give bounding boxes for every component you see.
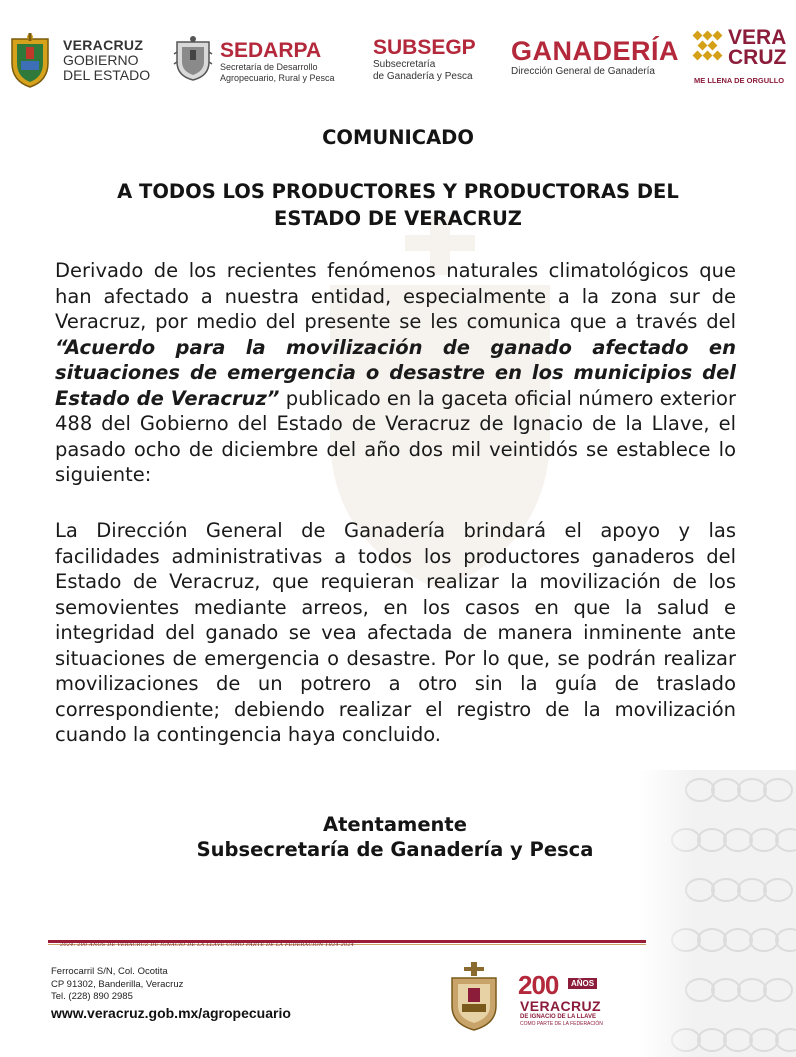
anniversary-state: VERACRUZ [520,998,601,1014]
address-line: CP 91302, Banderilla, Veracruz [51,978,184,990]
logo-line: VERA [728,26,787,49]
website-link[interactable]: www.veracruz.gob.mx/agropecuario [51,1005,291,1021]
logo-title: SUBSEGP [373,36,476,59]
footer-address [51,966,183,1004]
logo-subtitle: Secretaría de Desarrollo [220,62,318,72]
logo-line: VERACRUZ [63,37,144,53]
logo-subtitle: Dirección General de Ganadería [511,66,655,77]
phone: Tel. (228) 890 2985 [51,991,133,1002]
subsegp-logo [373,37,476,83]
logo-subtitle: Subsecretaría [373,59,436,70]
200-years-veracruz-logo [512,970,622,1030]
logo-title: SEDARPA [220,39,322,62]
paragraph-text: Derivado de los recientes fenómenos naturales climatológicos que han afectado a nuestra entidad, especialmente a la zona sur de Veracruz, por medio del presente se les comunica que a través del [55,259,736,333]
anniversary-label: AÑOS [568,978,597,989]
footer-banner: 2024: 200 AÑOS DE VERACRUZ DE IGNACIO DE LA LLAVE COMO PARTE DE LA FEDERACIÓN 1824-2024 [60,942,355,948]
logo-title [728,28,786,68]
anniversary-line: COMO PARTE DE LA FEDERACIÓN [520,1021,603,1027]
anniversary-number: 200 [518,970,559,1000]
veracruz-coat-of-arms-icon [6,33,54,89]
logo-line: DEL ESTADO [63,67,151,83]
pattern-icon [692,30,724,62]
agreement-title: “Acuerdo para la movilización de ganado afectado en situaciones de emergencia o desastre en los municipios del Estado de Veracruz” [55,335,736,410]
paragraph-2: La Dirección General de Ganadería brindará el apoyo y las facilidades administrativas a todos los productores ganaderos del Estado de Veracruz, que requieran realizar la movilización de los semovientes mediante arreos, en los casos en que la salud e integridad del ganado se vea afectada de manera inminente ante situaciones de emergencia o desastre. Por lo que, se podrán realizar movilizaciones de un potrero a otro sin la guía de traslado correspondiente; debiendo realizar el registro de la movilización cuando la contingencia haya concluido. [55,519,736,746]
addressee-text: A TODOS LOS PRODUCTORES Y PRODUCTORAS DEL ESTADO DE VERACRUZ [117,180,679,230]
anniversary-line: DE IGNACIO DE LA LLAVE [520,1014,597,1020]
veracruz-coat-of-arms-icon [446,962,502,1032]
logo-subtitle: Agropecuario, Rural y Pesca [220,73,335,83]
logo-tagline: ME LLENA DE ORGULLO [694,76,785,85]
address-line: Ferrocarril S/N, Col. Ocotita [51,966,168,977]
logo-line: CRUZ [728,46,787,69]
document-addressee [0,178,796,232]
signatory: Subsecretaría de Ganadería y Pesca [196,838,594,861]
paragraph-1 [55,258,736,488]
ganaderia-logo [511,36,679,77]
closing: Atentamente [323,813,467,836]
logo-title: GANADERÍA [511,36,680,66]
veracruz-gobierno-logo [63,38,150,83]
veracruz-me-llena-de-orgullo-logo [692,28,792,96]
header-logos [0,0,796,100]
logo-line: GOBIERNO [63,52,139,68]
paragraph-text: publicado en la gaceta oficial número exterior 488 del Gobierno del Estado de Veracruz de Ignacio de la Llave, el pasado ocho de diciembre del año dos mil veintidós se establece lo siguiente: [55,386,736,486]
document-heading: COMUNICADO [322,126,474,149]
sedarpa-logo [220,40,335,84]
logo-subtitle: de Ganadería y Pesca [373,71,473,82]
sedarpa-emblem-icon [172,34,214,82]
